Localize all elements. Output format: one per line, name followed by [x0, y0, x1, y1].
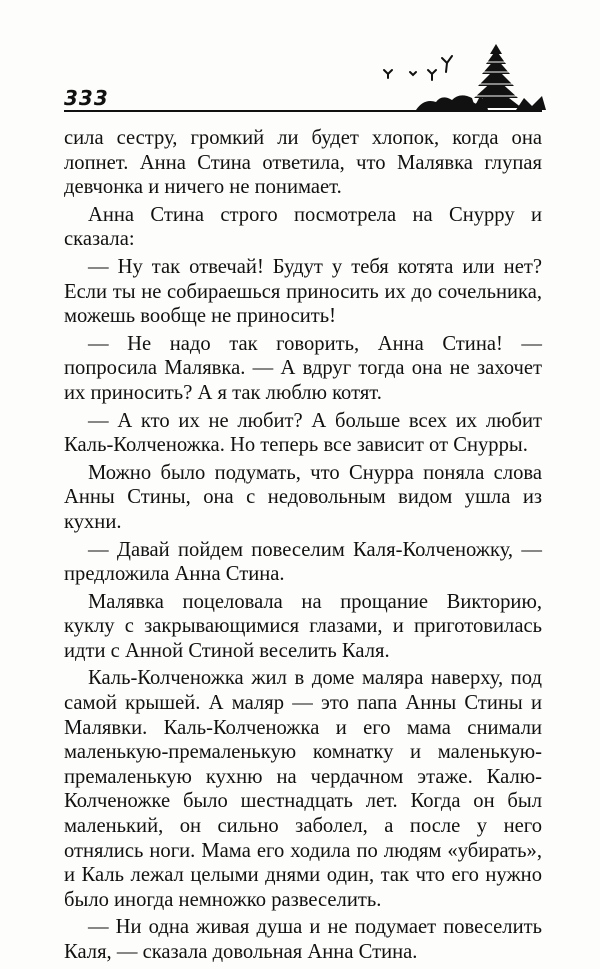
- body-text: [64, 126, 542, 965]
- paragraph: — Не надо так говорить, Анна Стина! — попросила Малявка. — А вдруг тогда она не захочет их приносить? А я так люблю котят.: [64, 332, 542, 404]
- paragraph: — Ни одна живая душа и не подумает повеселить Каля, — сказала довольная Анна Стина.: [64, 916, 542, 963]
- paragraph: Можно было подумать, что Снурра поняла слова Анны Стины, она с недовольным видом ушла из кухни.: [64, 461, 542, 533]
- page-number: 333: [64, 86, 109, 110]
- paragraph: сила сестру, громкий ли будет хлопок, когда она лопнет. Анна Стина ответила, что Малявка глупая девчонка и ничего не понимает.: [64, 127, 542, 199]
- tree-and-birds-vignette-icon: [376, 40, 546, 110]
- paragraph: — Давай пойдем повеселим Каля-Колченожку, — предложила Анна Стина.: [64, 538, 542, 586]
- paragraph: Анна Стина строго посмотрела на Снурру и сказала:: [64, 203, 542, 251]
- paragraph: Малявка поцеловала на прощание Викторию, куклу с закрывающимися глазами, и приготовилась идти с Анной Стиной веселить Каля.: [64, 590, 542, 662]
- header-rule: [64, 110, 542, 112]
- paragraph: — А кто их не любит? А больше всех их любит Каль-Колченожка. Но теперь все зависит от Снурры.: [64, 409, 542, 457]
- paragraph: — Ну так отвечай! Будут у тебя котята или нет? Если ты не собираешься приносить их до сочельника, можешь вообще не приносить!: [64, 255, 542, 328]
- paragraph: Каль-Колченожка жил в доме маляра наверху, под самой крышей. А маляр — это папа Анны Стины и Малявки. Каль-Колченожка и его мама снимали маленькую-премаленькую комнатку и маленькую-премаленькую кухню на чердачном этаже. Калю-Колченожке было шестнадцать лет. Когда он был маленький, он сильно заболел, а после у него отнялись ноги. Мама его ходила по людям «убирать», и Каль лежал целыми днями один, так что его нужно было иногда немножко развеселить.: [64, 667, 542, 911]
- page-header: [64, 40, 542, 112]
